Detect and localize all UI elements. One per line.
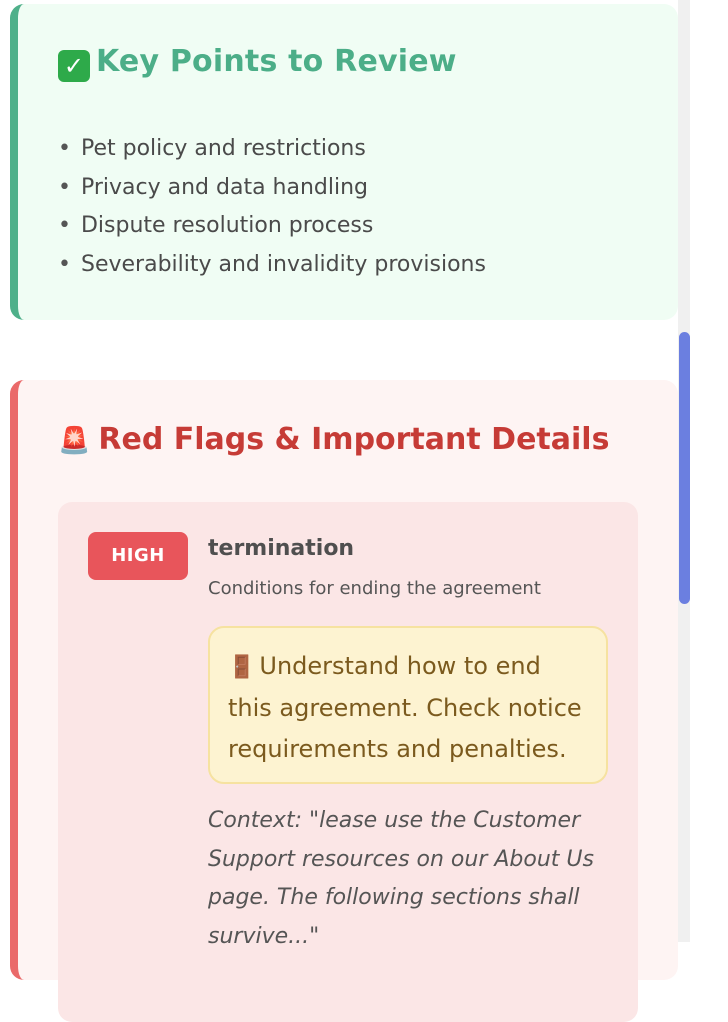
severity-badge: HIGH (88, 532, 188, 580)
red-flag-item (58, 502, 638, 1022)
check-mark-icon: ✓ (58, 50, 90, 82)
key-points-list (58, 130, 486, 284)
siren-icon: 🚨 (58, 426, 91, 456)
red-flags-heading (58, 422, 609, 457)
list-item: • Severability and invalidity provisions (58, 251, 486, 277)
advice-text: Understand how to end this agreement. Check notice requirements and penalties. (228, 652, 582, 763)
key-points-title: Key Points to Review (96, 44, 457, 79)
list-item: • Pet policy and restrictions (58, 136, 366, 161)
advice-box (208, 626, 608, 784)
list-item: • Privacy and data handling (58, 174, 369, 200)
red-flag-description: Conditions for ending the agreement (208, 578, 541, 599)
red-flag-title: termination (208, 536, 355, 561)
key-points-heading (58, 44, 457, 82)
context-quote: Context: "lease use the Customer Support resources on our About Us page. The following sections shall survive..." (208, 808, 594, 949)
red-flags-card (10, 380, 678, 980)
red-flags-title: Red Flags & Important Details (98, 422, 610, 457)
list-item: • Dispute resolution process (58, 213, 374, 238)
key-points-card (10, 4, 678, 320)
door-icon: 🚪 (228, 655, 256, 680)
scrollbar-thumb[interactable] (679, 332, 690, 604)
